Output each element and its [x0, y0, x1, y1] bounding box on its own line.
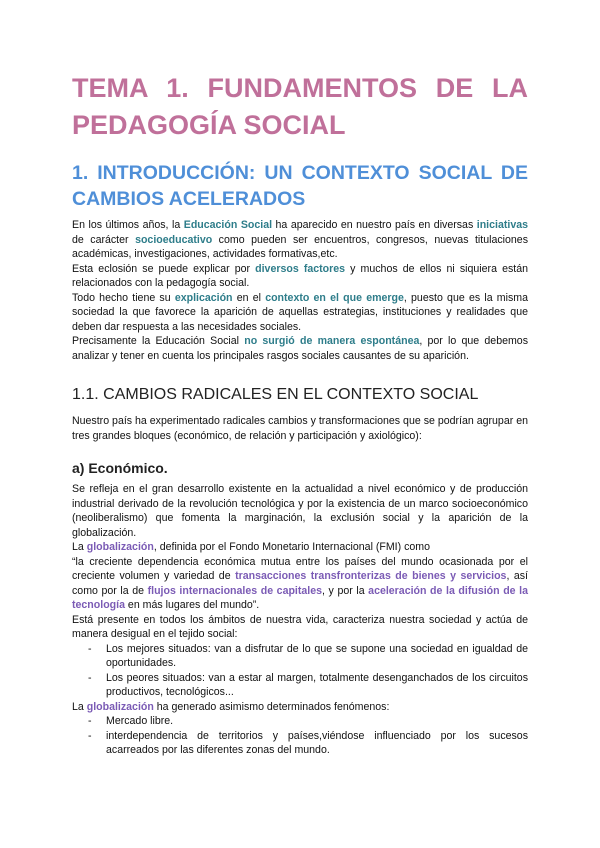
situados-list [72, 642, 528, 700]
economico-paragraph-1: Se refleja en el gran desarrollo existente en la actualidad a nivel económico y de producción industrial derivado de la revolución tecnológica y por la existencia de un marco socioeconómico (neoliberalismo) que fomenta la marginación, la exclusión social y la aparición de la globalización. [72, 483, 528, 539]
fenomenos-list [72, 714, 528, 758]
globalizacion-fenomenos: La globalización ha generado asimismo determinados fenómenos: [72, 700, 390, 713]
subsection-intro [72, 414, 528, 443]
intro-paragraph-1: En los últimos años, la Educación Social ha aparecido en nuestro país en diversas iniciativas de carácter socioeducativo como pueden ser encuentros, congresos, nuevas titulaciones académicas, investigaciones, actividades formativas,etc. [72, 219, 528, 260]
intro-paragraph-3: Todo hecho tiene su explicación en el contexto en el que emerge, puesto que es la misma sociedad la que favorece la aparición de aquellas estrategias, instituciones y realidades que deben dar respuesta a las necesidades sociales. [72, 291, 528, 333]
economico-paragraph-3: Está presente en todos los ámbitos de nuestra vida, caracteriza nuestra sociedad y actúa de manera desigual en el tejido social: [72, 613, 528, 640]
list-item: - interdependencia de territorios y países,viéndose influenciado por los sucesos acarreados por las diferentes zonas del mundo. [72, 729, 528, 758]
intro-paragraph-2: Esta eclosión se puede explicar por diversos factores y muchos de ellos ni siquiera están relacionados con la pedagogía social. [72, 262, 528, 289]
economico-body [72, 482, 528, 758]
list-item: - Los peores situados: van a estar al margen, totalmente desenganchados de los circuitos productivos, tecnológicos... [72, 671, 528, 700]
list-item: - Los mejores situados: van a disfrutar de lo que se supone una sociedad en igualdad de oportunidades. [72, 642, 528, 671]
intro-paragraphs [72, 218, 528, 363]
section-heading-introduccion: 1. INTRODUCCIÓN: UN CONTEXTO SOCIAL DE CAMBIOS ACELERADOS [72, 162, 528, 210]
globalizacion-definition: La globalización, definida por el Fondo Monetario Internacional (FMI) como [72, 541, 431, 553]
subsection-intro-text: Nuestro país ha experimentado radicales cambios y transformaciones que se podrían agrupar en tres grandes bloques (económico, de relación y participación y axiológico): [72, 415, 528, 442]
page-title: TEMA 1. FUNDAMENTOS DE LA PEDAGOGÍA SOCIAL [72, 73, 528, 140]
fmi-quote: “la creciente dependencia económica mutua entre los países del mundo ocasionada por el creciente volumen y variedad de transacciones transfronterizas de bienes y servicios, así como por la de flujos internacionales de capitales, y por la aceleración de la difusión de la tecnología en más lugares del mundo”. [72, 555, 528, 611]
subsection-heading-cambios: 1.1. CAMBIOS RADICALES EN EL CONTEXTO SOCIAL [72, 386, 479, 403]
economico-heading: a) Económico. [72, 460, 168, 476]
list-item: - Mercado libre. [72, 714, 528, 729]
intro-paragraph-4: Precisamente la Educación Social no surgió de manera espontánea, por lo que debemos analizar y tener en cuenta los principales rasgos sociales causantes de su aparición. [72, 335, 528, 362]
